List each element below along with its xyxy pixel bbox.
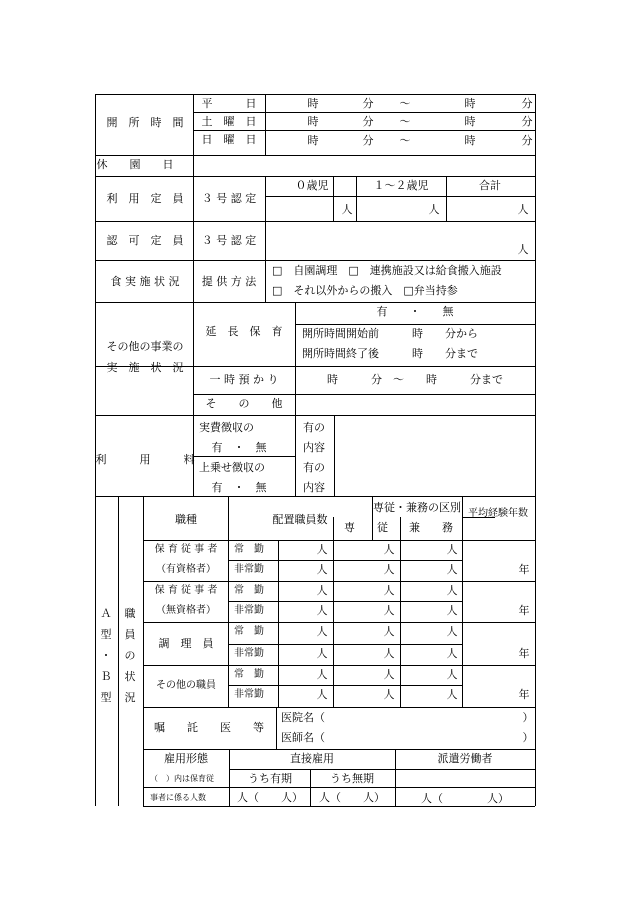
form-text: 人	[517, 243, 529, 256]
form-text: 日 曜 日	[201, 133, 257, 146]
form-text: ０歳児	[295, 179, 329, 192]
form-text: 保 育 従 事 者	[154, 585, 218, 596]
form-text: 人	[316, 647, 328, 660]
form-text: 専従・兼務の区別	[373, 501, 461, 514]
form-rule-v	[295, 415, 296, 496]
form-text: 利 用 料	[95, 453, 195, 466]
form-text: 休 園 日	[96, 158, 174, 171]
form-text: 時	[464, 115, 476, 128]
form-rule-h	[143, 540, 535, 541]
form-text: 開 所 時 間	[106, 116, 184, 129]
form-text: 直接雇用	[290, 752, 334, 765]
form-text: 保 育 従 事 者	[154, 544, 218, 555]
form-rule-v	[295, 302, 296, 415]
form-text: 人（ 人）	[421, 792, 509, 805]
form-text: 医院名（	[281, 711, 325, 724]
form-text: ）	[522, 711, 534, 724]
form-text: 常 勤	[234, 544, 264, 555]
form-text: 〜	[399, 134, 411, 147]
form-text: 人	[383, 543, 395, 556]
form-text: 一 時 預 か り	[209, 373, 279, 386]
form-text: 開所時間開始前 時 分から	[302, 327, 478, 340]
form-rule-v	[95, 94, 96, 806]
form-text: 派遣労働者	[437, 752, 493, 765]
form-text: 〜	[399, 115, 411, 128]
form-text: 人	[517, 203, 529, 216]
form-text: 人	[446, 543, 458, 556]
form-rule-v	[143, 496, 144, 806]
form-text: 分	[521, 97, 533, 110]
form-text: 分	[362, 134, 374, 147]
form-text: 人	[316, 604, 328, 617]
form-text: 年	[518, 563, 530, 576]
form-rule-h	[143, 749, 535, 750]
form-rule-h	[295, 324, 535, 325]
form-rule-h	[143, 787, 535, 788]
form-text: 医師名（	[281, 731, 325, 744]
form-text: 人	[383, 668, 395, 681]
form-text: □ 自園調理 □ 連携施設又は給食搬入施設	[272, 264, 502, 277]
form-rule-v	[265, 260, 266, 302]
form-text: （有資格者）	[156, 564, 216, 575]
form-text: 土 曜 日	[201, 115, 257, 128]
form-text: 有 ・ 無	[376, 305, 454, 318]
form-rule-h	[228, 560, 462, 561]
form-text: 延 長 保 育	[205, 325, 283, 338]
form-text: Ｂ	[100, 670, 112, 683]
form-text: ・	[100, 649, 112, 662]
form-text: 実費徴収の	[199, 421, 254, 434]
form-text: 時	[464, 97, 476, 110]
form-text: 年	[518, 647, 530, 660]
form-text: 人	[341, 203, 353, 216]
form-text: 人	[383, 563, 395, 576]
form-text: 型	[100, 628, 112, 641]
form-text: うち無期	[330, 772, 374, 785]
form-rule-h	[229, 769, 535, 770]
form-text: 利 用 定 員	[106, 192, 184, 205]
form-rule-h	[95, 260, 535, 261]
form-text: 人	[428, 203, 440, 216]
form-text: 分	[362, 115, 374, 128]
form-text: その他の事業の	[106, 340, 184, 353]
form-rule-h	[143, 581, 535, 582]
form-text: ）	[522, 731, 534, 744]
form-text: 食 実 施 状 況	[110, 275, 180, 288]
form-rule-h	[143, 665, 535, 666]
form-text: 調 理 員	[158, 637, 214, 650]
form-rule-h	[95, 176, 535, 177]
form-text: 状	[124, 670, 136, 683]
form-rule-v	[395, 749, 396, 806]
form-text: １〜２歳児	[373, 179, 429, 192]
form-text: 非常勤	[234, 605, 264, 616]
form-text: （無資格者）	[156, 605, 216, 616]
form-rule-v	[334, 415, 335, 496]
form-text: 非常勤	[234, 564, 264, 575]
form-text: （ ）内は保育従	[150, 774, 214, 783]
form-text: 人	[446, 625, 458, 638]
form-text: 人	[383, 688, 395, 701]
form-text: 人	[446, 604, 458, 617]
form-text: 人	[383, 625, 395, 638]
form-text: 人	[316, 688, 328, 701]
form-text: 時	[307, 97, 319, 110]
form-rule-h	[228, 644, 462, 645]
form-rule-h	[228, 601, 462, 602]
form-text: 人	[446, 647, 458, 660]
form-rule-h	[95, 155, 535, 156]
form-text: 平 日	[201, 97, 257, 110]
form-rule-v	[462, 496, 463, 707]
form-text: 有 ・ 無	[211, 481, 267, 494]
form-text: 事者に係る人数	[150, 793, 206, 802]
form-text: 人	[383, 647, 395, 660]
form-text: 人	[446, 688, 458, 701]
form-text: 人	[316, 584, 328, 597]
form-rule-v	[535, 94, 536, 806]
form-text: 員	[124, 628, 136, 641]
form-text: 合計	[479, 179, 501, 192]
form-rule-v	[400, 517, 401, 707]
form-text: 人	[316, 543, 328, 556]
form-text: 常 勤	[234, 669, 264, 680]
form-text: の	[124, 649, 136, 662]
form-text: 職種	[175, 513, 197, 526]
form-rule-v	[333, 517, 334, 707]
form-text: うち有期	[248, 772, 292, 785]
form-rule-v	[193, 94, 194, 496]
form-text: 内容	[303, 481, 325, 494]
form-text: 況	[124, 691, 136, 704]
form-rule-v	[310, 769, 311, 806]
form-rule-v	[265, 176, 266, 260]
form-text: 分	[521, 115, 533, 128]
form-rule-h	[228, 685, 462, 686]
form-text: 提 供 方 法	[201, 275, 257, 288]
form-rule-v	[446, 176, 447, 221]
form-text: 内容	[303, 441, 325, 454]
form-rule-h	[193, 112, 535, 113]
form-rule-v	[265, 94, 266, 155]
form-text: 人（ 人）	[237, 791, 303, 804]
form-text: 嘱 託 医 等	[154, 721, 264, 734]
form-text: 人	[383, 584, 395, 597]
form-text: 人	[316, 668, 328, 681]
form-text: 平均経験年数	[468, 508, 528, 519]
form-text: ３ 号 認 定	[201, 192, 257, 205]
form-text: 専 従	[344, 521, 388, 534]
form-rule-v	[276, 707, 277, 749]
form-text: 非常勤	[234, 648, 264, 659]
form-text: 常 勤	[234, 626, 264, 637]
form-text: その他の職員	[156, 680, 216, 691]
form-rule-h	[95, 415, 535, 416]
form-text: 人（ 人）	[319, 791, 385, 804]
form-text: 人	[446, 563, 458, 576]
form-text: 開所時間終了後 時 分まで	[302, 347, 478, 360]
form-rule-v	[229, 749, 230, 806]
form-text: 人	[383, 604, 395, 617]
form-rule-h	[143, 707, 535, 708]
form-rule-v	[278, 540, 279, 707]
form-text: 実 施 状 況	[106, 361, 184, 374]
form-text: 年	[518, 604, 530, 617]
form-rule-h	[193, 394, 535, 395]
form-text: 年	[518, 688, 530, 701]
form-rule-h	[193, 130, 535, 131]
form-text: 上乗せ徴収の	[199, 461, 265, 474]
form-text: 職	[124, 607, 136, 620]
form-rule-h	[143, 622, 535, 623]
form-text: 配置職員数	[272, 513, 328, 526]
form-text: 常 勤	[234, 585, 264, 596]
form-rule-v	[228, 496, 229, 707]
form-text: 人	[316, 625, 328, 638]
form-text: 人	[316, 563, 328, 576]
form-rule-v	[356, 176, 357, 221]
form-text: 時 分 〜 時 分まで	[327, 373, 503, 386]
form-rule-v	[333, 176, 334, 221]
form-text: 〜	[399, 97, 411, 110]
form-rule-v	[118, 496, 119, 806]
form-text: 時	[307, 115, 319, 128]
form-text: 型	[100, 691, 112, 704]
form-text: 時	[464, 134, 476, 147]
form-text: 人	[446, 668, 458, 681]
form-rule-h	[95, 221, 535, 222]
form-text: そ の 他	[205, 397, 283, 410]
form-text: 雇用形態	[164, 752, 208, 765]
form-text: 人	[446, 584, 458, 597]
form-text: 兼 務	[409, 521, 453, 534]
form-text: 分	[362, 97, 374, 110]
form-text: Ａ	[100, 607, 112, 620]
form-text: 非常勤	[234, 689, 264, 700]
form-text: 有の	[303, 461, 325, 474]
form-text: □ それ以外からの搬入 □弁当持参	[272, 284, 458, 297]
form-text: 認 可 定 員	[106, 234, 184, 247]
form-text: 時	[307, 134, 319, 147]
form-rule-h	[95, 94, 535, 95]
form-rule-h	[95, 496, 535, 497]
form-rule-h	[143, 806, 535, 807]
form-text: 分	[521, 134, 533, 147]
form-text: 有 ・ 無	[211, 441, 267, 454]
form-text: ３ 号 認 定	[201, 234, 257, 247]
form-rule-h	[193, 456, 295, 457]
form-text: 有の	[303, 421, 325, 434]
form-rule-h	[265, 196, 535, 197]
form-rule-h	[95, 302, 535, 303]
